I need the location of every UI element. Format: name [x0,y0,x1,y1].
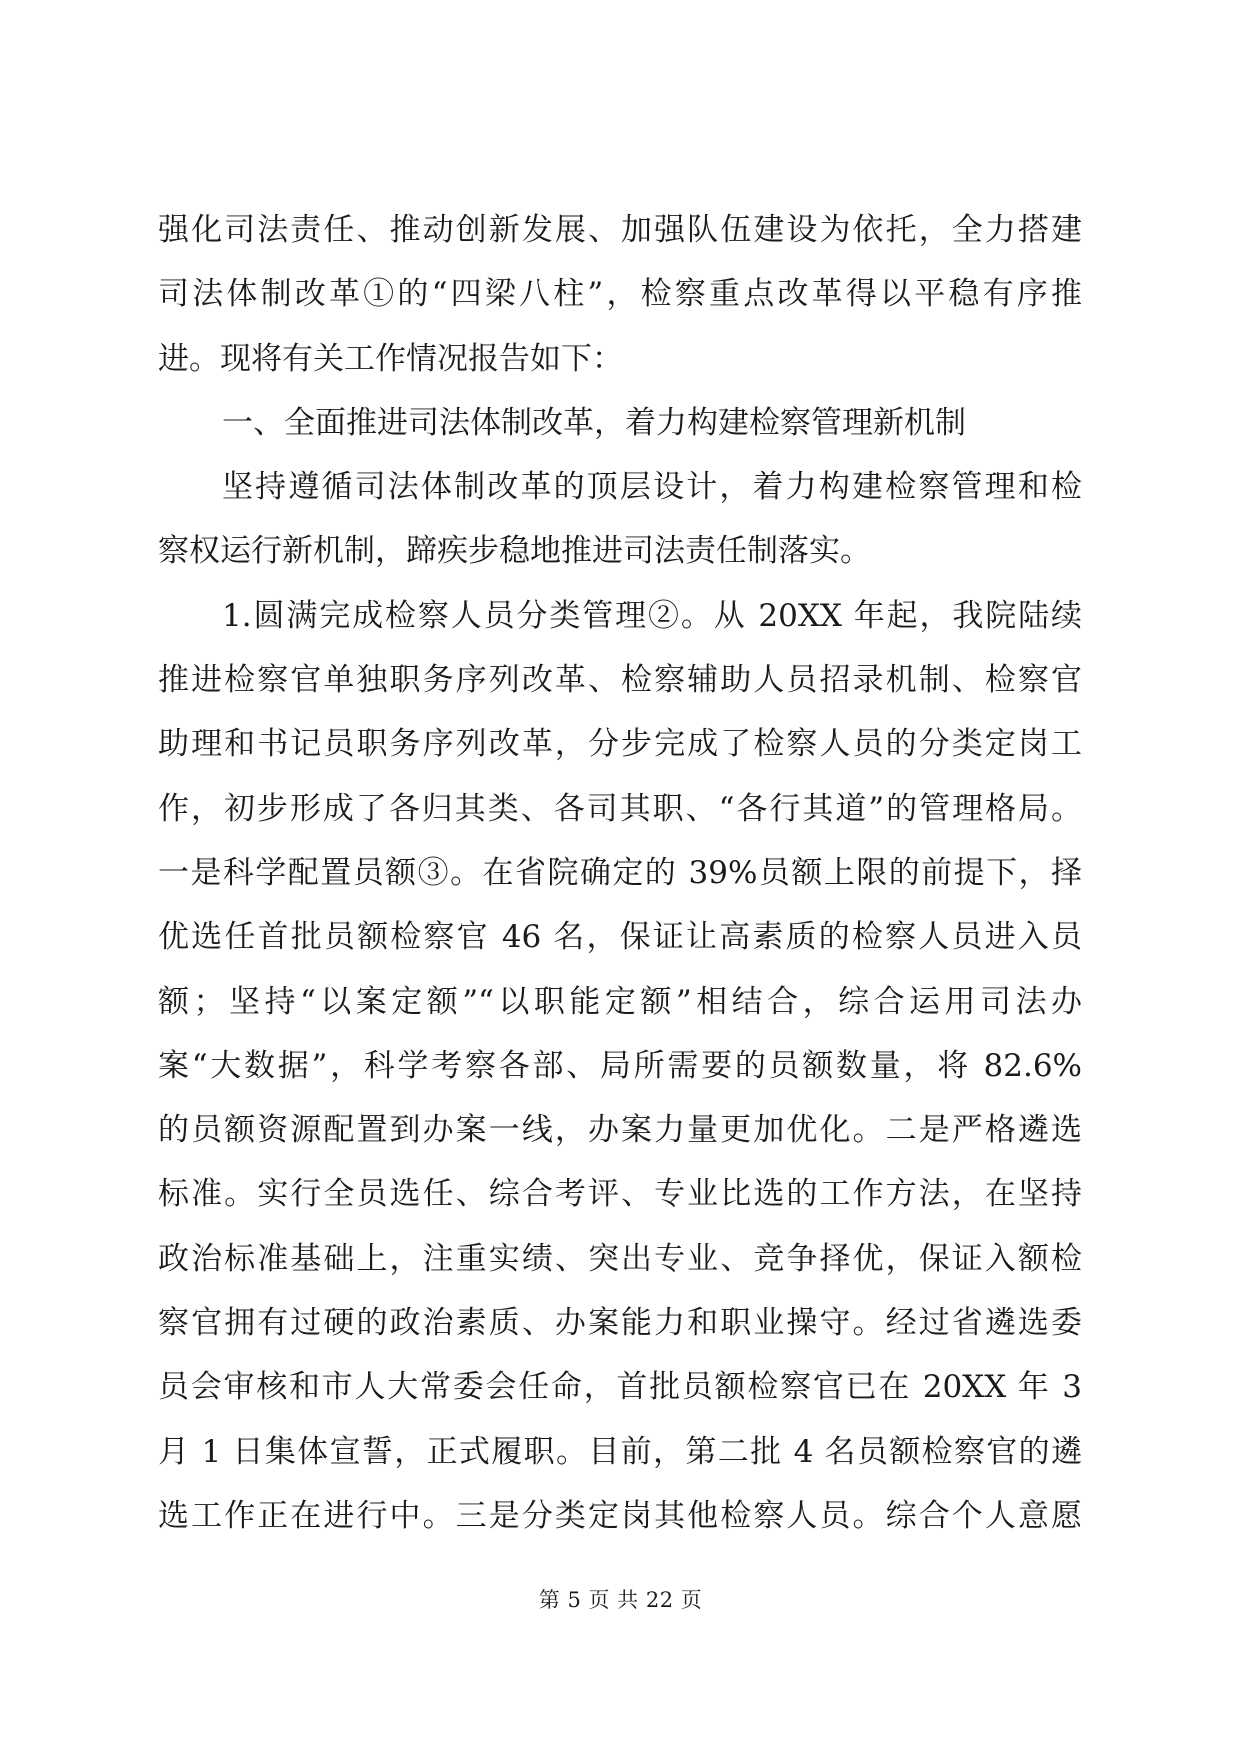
text-line: 助理和书记员职务序列改革，分步完成了检察人员的分类定岗工 [158,726,1082,763]
text-line: 推进检察官单独职务序列改革、检察辅助人员招录机制、检察官 [158,662,1082,699]
text-line: 选工作正在进行中。三是分类定岗其他检察人员。综合个人意愿 [158,1497,1082,1534]
text-line: 司法体制改革①的“四梁八柱”，检察重点改革得以平稳有序推 [158,276,1082,313]
text-line: 标准。实行全员选任、综合考评、专业比选的工作方法，在坚持 [158,1176,1082,1213]
text-line: 员会审核和市人大常委会任命，首批员额检察官已在 20XX 年 3 [158,1369,1082,1406]
text-line: 坚持遵循司法体制改革的顶层设计，着力构建检察管理和检 [222,469,1082,506]
text-line: 月 1 日集体宣誓，正式履职。目前，第二批 4 名员额检察官的遴 [158,1433,1082,1470]
section-heading: 一、全面推进司法体制改革，着力构建检察管理新机制 [222,404,966,441]
text-line: 一是科学配置员额③。在省院确定的 39%员额上限的前提下，择 [158,854,1082,891]
text-line: 政治标准基础上，注重实绩、突出专业、竞争择优，保证入额检 [158,1240,1082,1277]
text-line: 察官拥有过硬的政治素质、办案能力和职业操守。经过省遴选委 [158,1305,1082,1342]
text-line: 案“大数据”，科学考察各部、局所需要的员额数量，将 82.6% [158,1047,1082,1084]
document-body [158,198,1082,1548]
text-line: 优选任首批员额检察官 46 名，保证让高素质的检察人员进入员 [158,919,1082,956]
text-line: 作，初步形成了各归其类、各司其职、“各行其道”的管理格局。 [158,790,1082,827]
text-line: 进。现将有关工作情况报告如下： [158,340,623,377]
text-line: 强化司法责任、推动创新发展、加强队伍建设为依托，全力搭建 [158,212,1082,248]
text-line: 的员额资源配置到办案一线，办案力量更加优化。二是严格遴选 [158,1112,1082,1149]
text-line: 1.圆满完成检察人员分类管理②。从 20XX 年起，我院陆续 [222,597,1082,634]
text-line: 察权运行新机制，蹄疾步稳地推进司法责任制落实。 [158,533,871,570]
text-line: 额；坚持“以案定额”“以职能定额”相结合，综合运用司法办 [158,983,1082,1020]
page-number: 第 5 页 共 22 页 [538,1588,703,1612]
